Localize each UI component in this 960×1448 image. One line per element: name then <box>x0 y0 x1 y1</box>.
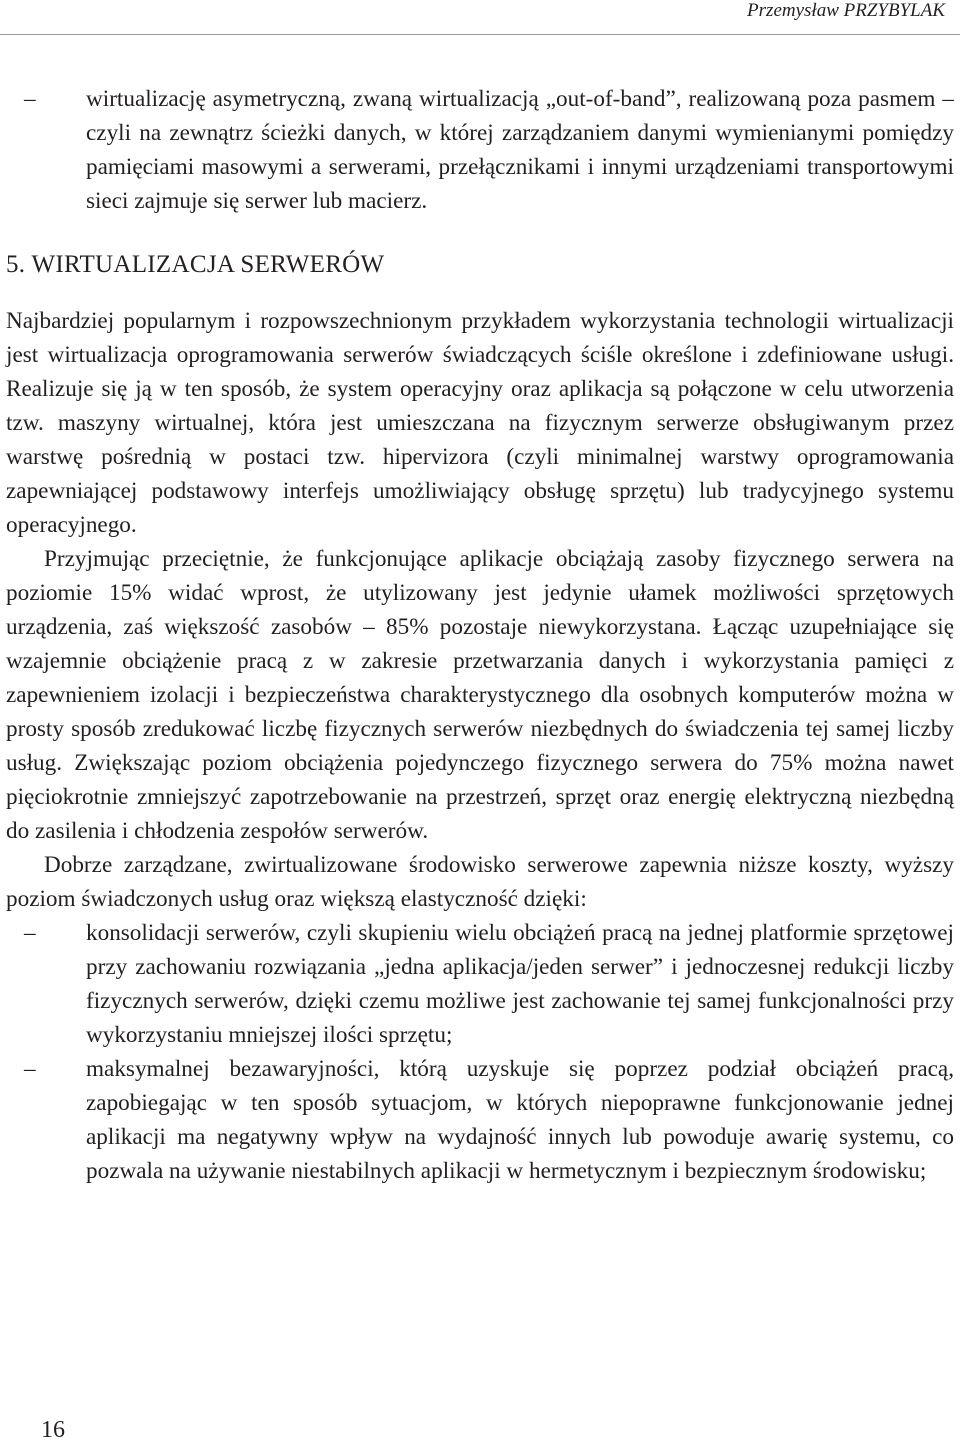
list-item <box>6 1052 954 1188</box>
dash-bullet: – <box>24 1056 36 1082</box>
list-item <box>6 916 954 1052</box>
page-number: 16 <box>41 1417 65 1443</box>
page-body <box>6 82 954 1188</box>
paragraph-3: Dobrze zarządzane, zwirtualizowane środowisko serwerowe zapewnia niższe koszty, wyższy poziom świadczonych usług oraz większą elastyczność dzięki: <box>6 852 954 912</box>
list-item-text: maksymalnej bezawaryjności, którą uzyskuje się poprzez podział obciążeń pracą, zapobiegając w ten sposób sytuacjom, w których niepoprawne funkcjonowanie jednej aplikacji ma negatywny wpływ na wydajność innych lub powoduje awarię systemu, co pozwala na używanie niestabilnych aplikacji w hermetycznym i bezpiecznym środowisku; <box>86 1056 954 1184</box>
list-item-text: konsolidacji serwerów, czyli skupieniu wielu obciążeń pracą na jednej platformie sprzętowej przy zachowaniu rozwiązania „jedna aplikacja/jeden serwer” i jednoczesnej redukcji liczby fizycznych serwerów, dzięki czemu możliwe jest zachowanie tej samej funkcjonalności przy wykorzystaniu mniejszej ilości sprzętu; <box>86 920 954 1048</box>
paragraph-1: Najbardziej popularnym i rozpowszechnionym przykładem wykorzystania technologii wirtualizacji jest wirtualizacja oprogramowania serwerów świadczących ściśle określone i zdefiniowane usługi. Realizuje się ją w ten sposób, że system operacyjny oraz aplikacja są połączone w celu utworzenia tzw. maszyny wirtualnej, która jest umieszczana na fizycznym serwerze obsługiwanym przez warstwę pośrednią w postaci tzw. hipervizora (czyli minimalnej warstwy oprogramowania zapewniającej podstawowy interfejs umożliwiający obsługę sprzętu) lub tradycyjnego systemu operacyjnego. <box>6 308 954 538</box>
section-heading: 5. WIRTUALIZACJA SERWERÓW <box>6 251 385 278</box>
dash-bullet: – <box>24 920 36 946</box>
header-author: Przemysław PRZYBYLAK <box>747 0 945 21</box>
list-item-intro <box>6 82 954 218</box>
dash-bullet: – <box>24 86 36 112</box>
list-item-text: wirtualizację asymetryczną, zwaną wirtualizacją „out-of-band”, realizowaną poza pasmem – czyli na zewnątrz ścieżki danych, w której zarządzaniem danymi wymienianymi pomiędzy pamięciami masowymi a serwerami, przełącznikami i innymi urządzeniami transportowymi sieci zajmuje się serwer lub macierz. <box>86 86 954 214</box>
running-header <box>0 0 960 35</box>
paragraph-2: Przyjmując przeciętnie, że funkcjonujące aplikacje obciążają zasoby fizycznego serwera na poziomie 15% widać wprost, że utylizowany jest jedynie ułamek możliwości sprzętowych urządzenia, zaś większość zasobów – 85% pozostaje niewykorzystana. Łącząc uzupełniające się wzajemnie obciążenie pracą z w zakresie przetwarzania danych i wykorzystania pamięci z zapewnieniem izolacji i bezpieczeństwa charakterystycznego dla osobnych komputerów można w prosty sposób zredukować liczbę fizycznych serwerów niezbędnych do świadczenia tej samej liczby usług. Zwiększając poziom obciążenia pojedynczego fizycznego serwera do 75% można nawet pięciokrotnie zmniejszyć zapotrzebowanie na przestrzeń, sprzęt oraz energię elektryczną niezbędną do zasilenia i chłodzenia zespołów serwerów. <box>6 546 954 844</box>
